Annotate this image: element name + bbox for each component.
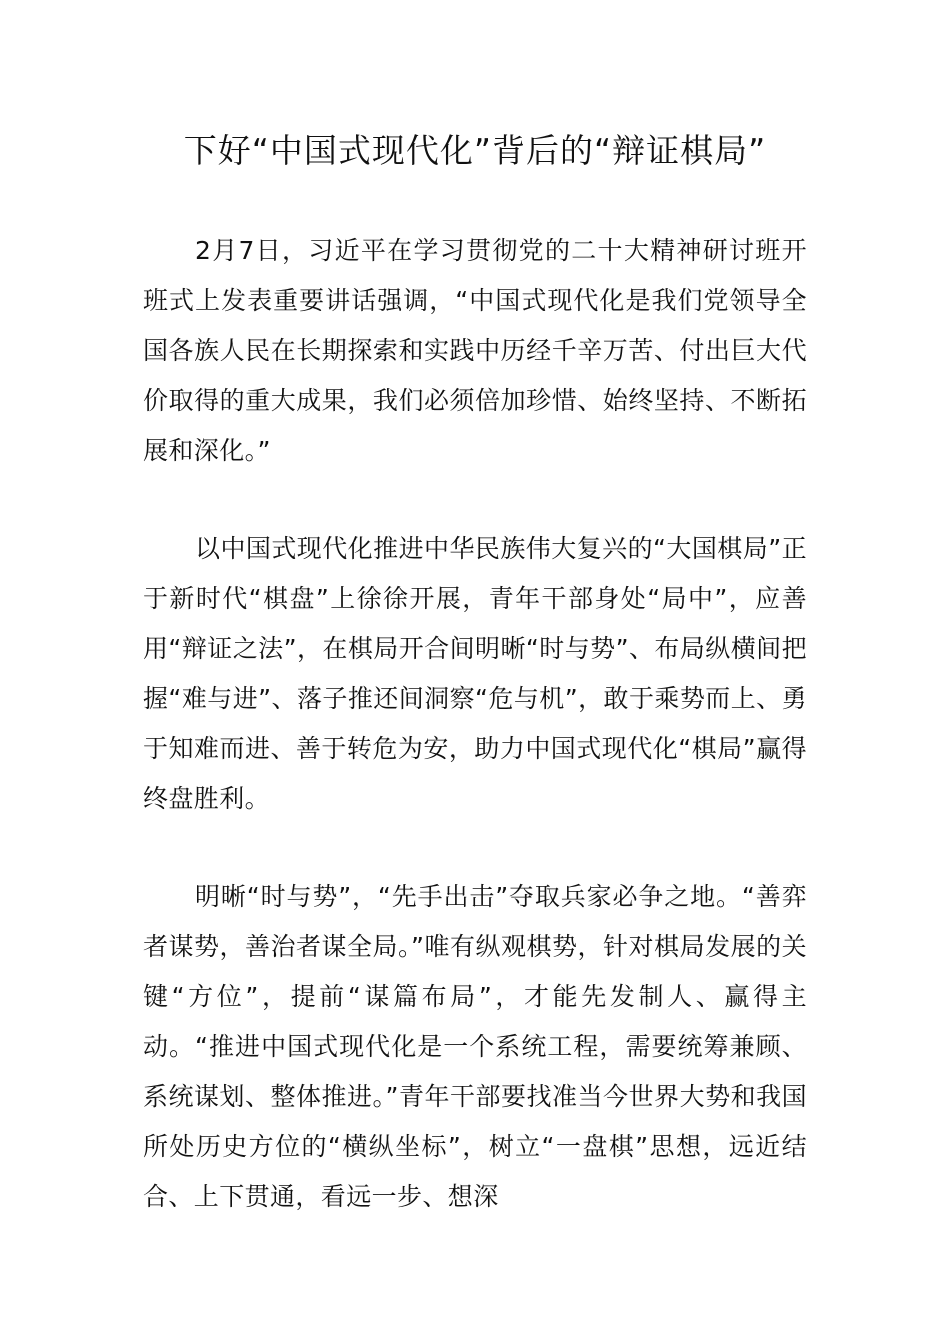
paragraph-3: 明晰“时与势”，“先手出击”夺取兵家必争之地。“善弈者谋势，善治者谋全局。”唯有纵观棋势，针对棋局发展的关键“方位”，提前“谋篇布局”，才能先发制人、赢得主动。“推进中国式现代化是一个系统工程，需要统筹兼顾、系统谋划、整体推进。”青年干部要找准当今世界大势和我国所处历史方位的“横纵坐标”，树立“一盘棋”思想，远近结合、上下贯通，看远一步、想深 [143,882,807,1211]
paragraph-1: 2月7日，习近平在学习贯彻党的二十大精神研讨班开班式上发表重要讲话强调，“中国式现代化是我们党领导全国各族人民在长期探索和实践中历经千辛万苦、付出巨大代价取得的重大成果，我们必须倍加珍惜、始终坚持、不断拓展和深化。” [143,236,807,465]
document-title: 下好“中国式现代化”背后的“辩证棋局” [183,131,767,170]
paragraph-2: 以中国式现代化推进中华民族伟大复兴的“大国棋局”正于新时代“棋盘”上徐徐开展，青年干部身处“局中”，应善用“辩证之法”，在棋局开合间明晰“时与势”、布局纵横间把握“难与进”、落子推还间洞察“危与机”，敢于乘势而上、勇于知难而进、善于转危为安，助力中国式现代化“棋局”赢得终盘胜利。 [143,534,807,813]
